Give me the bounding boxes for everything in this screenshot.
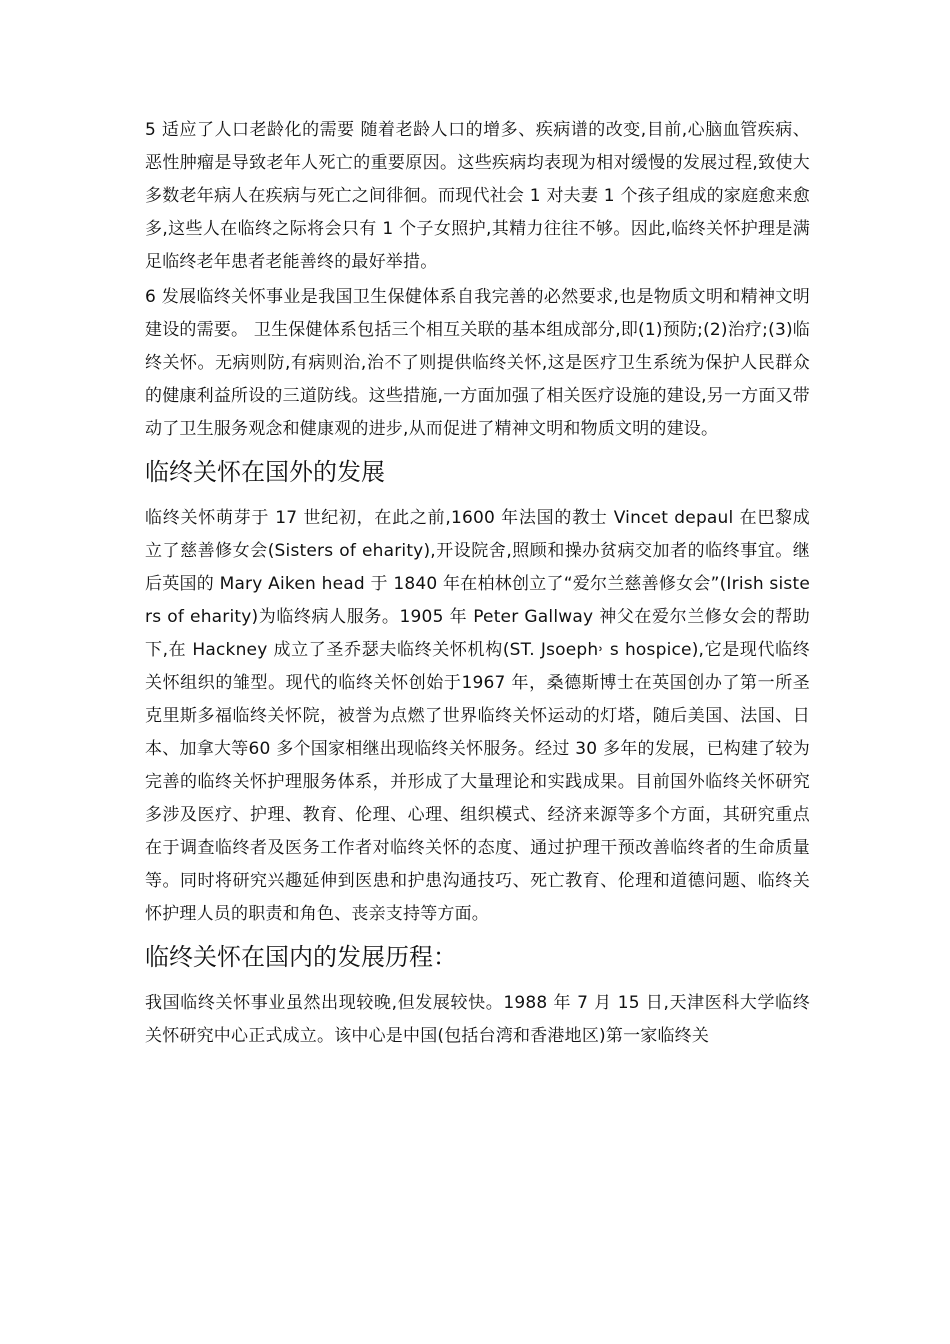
paragraph-abroad-development: 临终关怀萌芽于 17 世纪初，在此之前,1600 年法国的教士 Vincet depaul 在巴黎成立了慈善修女会(Sisters of eharity),开设院舍,照顾和操办贫病交加者的临终事宜。继后英国的 Mary Aiken head 于 1840 年在柏林创立了“爱尔兰慈善修女会”(Irish sisters of eharity)为临终病人服务。1905 年 Peter Gallway 神父在爱尔兰修女会的帮助下,在 Hackney 成立了圣乔瑟夫临终关怀机构(ST. Jsoeph˒ s hospice),它是现代临终关怀组织的雏型。现代的临终关怀创始于1967 年，桑德斯博士在英国创办了第一所圣克里斯多福临终关怀院，被誉为点燃了世界临终关怀运动的灯塔，随后美国、法国、日本、加拿大等60 多个国家相继出现临终关怀服务。经过 30 多年的发展，已构建了较为完善的临终关怀护理服务体系，并形成了大量理论和实践成果。目前国外临终关怀研究多涉及医疗、护理、教育、伦理、心理、组织模式、经济来源等多个方面，其研究重点在于调查临终者及医务工作者对临终关怀的态度、通过护理干预改善临终者的生命质量等。同时将研究兴趣延伸到医患和护患沟通技巧、死亡教育、伦理和道德问题、临终关怀护理人员的职责和角色、丧亲支持等方面。 xyxy=(145,508,810,924)
paragraph-aging-needs: 5 适应了人口老龄化的需要 随着老龄人口的增多、疾病谱的改变,目前,心脑血管疾病、恶性肿瘤是导致老年人死亡的重要原因。这些疾病均表现为相对缓慢的发展过程,致使大多数老年病人在疾病与死亡之间徘徊。而现代社会 1 对夫妻 1 个孩子组成的家庭愈来愈多,这些人在临终之际将会只有 1 个子女照护,其精力往往不够。因此,临终关怀护理是满足临终老年患者老能善终的最好举措。 xyxy=(145,120,810,272)
paragraph-health-system: 6 发展临终关怀事业是我国卫生保健体系自我完善的必然要求,也是物质文明和精神文明建设的需要。 卫生保健体系包括三个相互关联的基本组成部分,即(1)预防;(2)治疗;(3)临终关怀。无病则防,有病则治,治不了则提供临终关怀,这是医疗卫生系统为保护人民群众的健康利益所设的三道防线。这些措施,一方面加强了相关医疗设施的建设,另一方面又带动了卫生服务观念和健康观的进步,从而促进了精神文明和物质文明的建设。 xyxy=(145,287,810,439)
document-page xyxy=(145,114,810,1053)
heading-abroad-development: 临终关怀在国外的发展 xyxy=(145,458,385,486)
paragraph-domestic-development: 我国临终关怀事业虽然出现较晚,但发展较快。1988 年 7 月 15 日,天津医科大学临终关怀研究中心正式成立。该中心是中国(包括台湾和香港地区)第一家临终关 xyxy=(145,993,810,1046)
heading-domestic-development: 临终关怀在国内的发展历程： xyxy=(145,943,457,971)
